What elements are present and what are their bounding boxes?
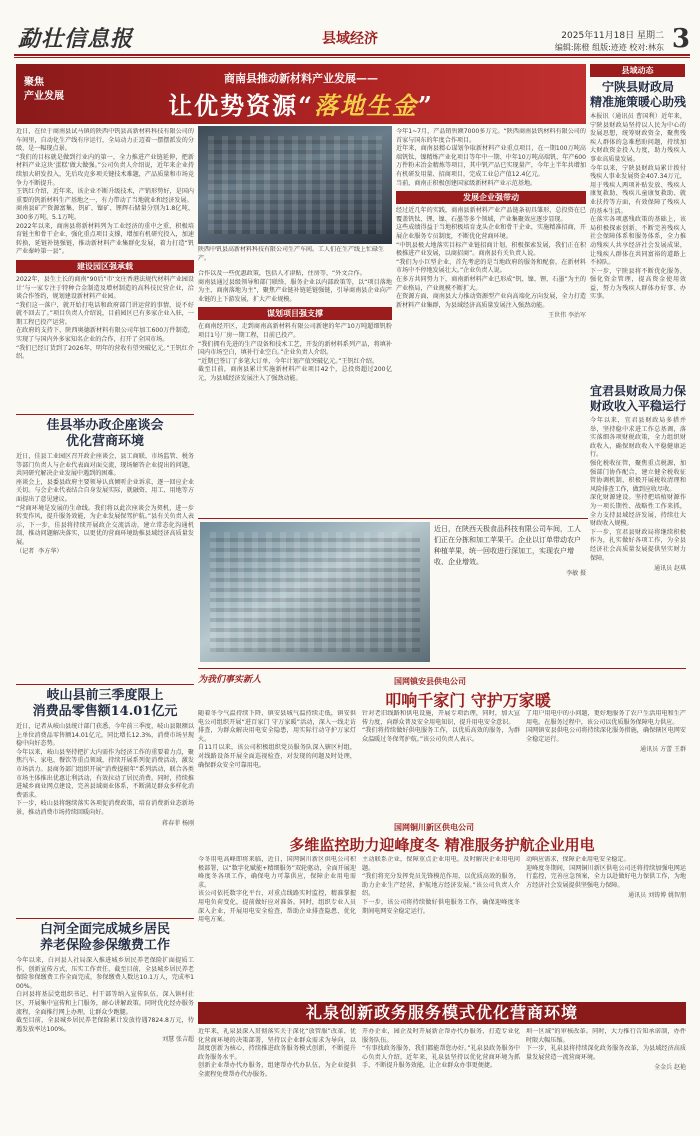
lead-title xyxy=(16,86,586,121)
gov-col-2 xyxy=(362,710,520,820)
divider xyxy=(198,518,588,519)
photo-texture xyxy=(208,136,382,234)
section-name: 县域经济 xyxy=(322,31,378,47)
lead-title-post: ” xyxy=(418,91,434,120)
bottom-body-1: 近年来，礼泉县深入贯彻落实关于深化“放管服”改革、优化营商环境的决策部署，坚持以企业群众需求为导向，以制度创新为核心，持续推进政务服务模式创新，不断提升政务服务水平。 创新企业帮办代办服务，组建帮办代办队伍，为企业提供全流程免费帮办代办服务。 xyxy=(198,1028,356,1078)
photo-texture xyxy=(210,532,420,652)
right-story-2-byline: 通讯员 赵琪 xyxy=(654,565,686,573)
editor-credits: 编辑:陈橙 组版:迹迹 校对:林东 xyxy=(554,43,664,52)
gov-col-5 xyxy=(362,856,520,996)
power-supply-block xyxy=(198,672,686,998)
masthead-rule-thin xyxy=(14,57,690,58)
lead-col1-text: 近日，在位于商南县试马镇的陕西中钒县高新材料科技有限公司的车间里，自动化生产线有序运行，全局动力正迈着一摆摆派发的分级，是一幅现点景。 “我们的目标就是做到行业内的第一，全力推进产业链延伸，把新材料产业这块‘蛋糕’做大做强。”公司负责人介绍说，近年来企业持续加大研发投入，先后攻克多项关键技术难题，产品质量和市场竞争力不断提升。 王钒红介绍，近年来，该企业不断升级技术，产销形势好，是国内重要的钒新材料生产基地之一，有力带动了当地就业和经济发展。 商南县矿产资源富集，钒矿、镍矿、锂辉石储量分别为1.8亿吨、300多万吨、5.1万吨。 xyxy=(16,128,194,221)
sidebar-tag: 县域动态 xyxy=(590,64,685,77)
bottom-story-title: 礼泉创新政务服务模式优化营商环境 xyxy=(198,1002,686,1024)
bottom-byline: 全金兵 赵艳 xyxy=(654,1064,686,1072)
left-story-3-byline: 刘慧 张吉超 xyxy=(162,1036,194,1044)
lead-kicker: 商南县推动新材料产业发展—— xyxy=(224,72,378,85)
right-story-2 xyxy=(590,384,686,666)
factory-photo xyxy=(200,522,430,662)
gov-col-3 xyxy=(526,710,686,820)
lead-mid2-text: 在商南经开区，走到商南高新材料有限公司新建的年产10万吨超细钒粉项目1号厂房一期工程，目前已投产。 “我们拥有先进的生产设备和技术工艺，开发的新材料系列产品，将填补国内市场空白，填补行业空白。”企业负责人介绍。 “近期已签订了多笔大订单，今年计划产值突破亿元。”王钒红介绍。 截至目前，商南县累计实施新材料产业项目42个，总投资超过200亿元，为县域经济发展注入了强劲动能。 xyxy=(198,323,392,382)
mid-caption-byline: 李敏 摄 xyxy=(566,570,586,577)
gov-col-1 xyxy=(198,710,356,820)
gov-body-6: 动响应需求，保障企业用电安全稳定。 迎峰度冬期间，国网铜川新区供电公司还将持续加强电网运行监控，完善应急预案，全力以赴做好电力保供工作，为地方经济社会发展提供坚强电力保障。 xyxy=(526,856,686,889)
mid-caption-text: 近日，在陕西天极食品科技有限公司车间，工人们正在分拣和加工苹果干。企业以订单带动农户种植苹果，统一回收进行深加工，实现农户增收、企业增效。 xyxy=(434,525,581,566)
gov-col-6 xyxy=(526,856,686,996)
left-story-1-title: 佳县举办政企座谈会 优化营商环境 xyxy=(46,418,164,449)
divider xyxy=(16,414,194,415)
lead-photo-caption xyxy=(198,246,392,268)
divider xyxy=(16,684,194,685)
lead-byline: 王世伟 李治军 xyxy=(548,312,586,320)
gov-body-5: 主动联系企业，保障重点企业用电，及时解决企业用电问题。 “我们将充分发挥党员先锋模范作用，以优质高效的服务，助力企业生产经营，护航地方经济发展。”该公司负责人介绍。 下一步，该公司将持续做好供电服务工作，确保迎峰度冬期间电网安全稳定运行。 xyxy=(362,856,520,915)
bottom-col-1 xyxy=(198,1028,356,1130)
lead-photo xyxy=(198,126,392,244)
gov-body-1: 随着冬令气温持续下降，镇安县城气温持续走低，镇安供电公司组织开展“进百家门 守万家暖”活动，深入一线走访排查，为群众解决用电安全隐患，用实际行动守护万家灯火。 自11月以来，该公司积极组织党员服务队深入辖区村组，对线路设备开展全面巡视检查，对发现的问题及时处理，确保群众安全可靠用电。 xyxy=(198,710,356,769)
lead-col2c-text: 在资源方面，商南县大力推动资源型产业向高端化方向发展，全力打造新材料产业集群，为县域经济高质量发展注入强劲动能。 xyxy=(396,293,586,309)
gov-title-2: 多维监控助力迎峰度冬 精准服务护航企业用电 xyxy=(289,836,595,854)
lead-col1b-text: 2022年以来，商南县将新材料列为工业经济的重中之重，积极培育链主和骨干企业，强化重点项目支撑，增加有机研究投入，加速转换，延链补链强链，推动新材料产业集群化发展，着力打造“钒产业秦岭第一县”。 xyxy=(16,222,194,256)
photo-caption-box xyxy=(434,524,586,664)
gov-header-2: 国网铜川新区供电公司 xyxy=(394,823,474,832)
masthead-rule xyxy=(14,54,690,56)
date-text: 2025年11月18日 xyxy=(561,31,635,41)
left-story-1-body: 近日，佳县工业园区召开政企座谈会，县工商联、市场监管、税务等部门负责人与企业代表面对面交流，现场解答企业提出的问题，共同研究解决企业发展中遇到的困难。 座谈会上，县委县政府主要领导认真倾听企业诉求，逐一回应企业关切。与会企业代表结合自身发展实际，就融资、用工、用地等方面提出了意见建议。 “营商环境是发展的生命线。我们将以此次座谈会为契机，进一步转变作风，提升服务效能，为企业发展保驾护航。”县有关负责人表示，下一步，佳县将持续开展政企交流活动，建立常态化沟通机制，推动问题解决落实，以更优的营商环境助推县域经济高质量发展。 （记者 李方华） xyxy=(16,453,194,555)
bottom-body-3: 圳一区域”的审核改革。同时，大力推行告知承诺制，办件时限大幅压缩。 下一步，礼泉县将持续深化政务服务改革，为县域经济高质量发展营造一流营商环境。 xyxy=(526,1028,686,1061)
left-story-2 xyxy=(16,688,194,914)
left-story-2-body: 近日，记者从岐山县统计部门获悉，今年前三季度，岐山县限额以上单位消费品零售额14.01亿元，同比增长12.3%，消费市场呈现稳中向好态势。 今年以来，岐山县坚持把扩大内需作为经济工作的重要着力点，聚焦汽车、家电、餐饮等重点领域，持续开展系列促消费活动，激发市场活力。县商务部门组织开展“消费提振年”系列活动，联合各类市场主体推出优惠让利活动，有效拉动了居民消费。同时，持续推进城乡商业网点建设，完善县域商业体系，不断满足群众多样化消费需求。 下一步，岐山县将继续落实各项促消费政策，培育消费新业态新场景，推动消费市场持续回暖向好。 xyxy=(16,723,194,816)
issue-date xyxy=(561,28,664,41)
lead-title-pre: 让优势资源“ xyxy=(168,91,314,120)
page-number: 3 xyxy=(671,24,690,54)
gov-body-4: 今冬用电高峰即将来临，近日，国网铜川新区供电公司积极部署，以“数字化赋能+精细服务”双轮驱动，全面开展迎峰度冬各项工作，确保电力可靠供应，保障企业用电需求。 该公司依托数字化平台，对重点线路实时监控，精准掌握用电负荷变化，提前做好应对准备。同时，组织专业人员深入企业，开展用电安全检查，帮助企业排查隐患，优化用电方案。 xyxy=(198,856,356,924)
right-story-1 xyxy=(590,80,686,380)
left-story-3-body: 今年以来，白河县人社局深入推进城乡居民养老保险扩面提质工作，创新宣传方式，压实工作责任，截至目前，全县城乡居民养老保险参保缴费工作全面完成，参保缴费人数达10.1万人，完成率100%。 白河县将基层党组织书记、村干部等纳入宣传队伍，深入镇村社区，开展集中宣传和上门服务，耐心讲解政策。同时优化经办服务流程，全面推行网上办理，让群众少跑腿。 截至目前，全县城乡居民养老保险累计发放待遇7824.8万元，待遇发放率达100%。 xyxy=(16,957,194,1033)
gov-col-4 xyxy=(198,856,356,996)
lead-tag-line2: 产业发展 xyxy=(24,91,64,102)
lead-subhead-2: 发展企业强带动 xyxy=(396,191,586,204)
photo-caption-text: 陕西中钒县高新材料科技有限公司生产车间。工人们在生产线上忙碌生产。 xyxy=(198,246,385,262)
lead-title-highlight: 落地生金 xyxy=(314,91,418,120)
lead-subhead-3: 谋划项目强支撑 xyxy=(198,307,392,320)
right-story-1-body: 本报讯（通讯员 曹国利）近年来，宁陕县财政局坚持以人民为中心的发展思想，统筹财政资金，聚焦残疾人群体的急难愁盼问题，持续加大财政资金投入力度，助力残疾人事业高质量发展。 今年以来，宁陕县财政局累计拨付残疾人事业发展资金407.34万元，用于残疾人两项补贴发放、残疾人康复救助、残疾儿童康复救助、就业扶持等方面，有效保障了残疾人的基本生活。 在落实各项惠残政策的基础上，该局积极探索创新，不断完善残疾人社会保障体系和服务体系，全力推动残疾人共享经济社会发展成果，让残疾人群体在共同富裕的道路上不掉队。 下一步，宁陕县将不断优化服务，强化资金管理，提高资金使用效益，努力为残疾人群体办好事、办实事。 xyxy=(590,113,686,301)
left-story-1 xyxy=(16,418,194,680)
weekday-text: 星期二 xyxy=(636,31,664,41)
lead-col2b-text: 经过近几年的实践，商南县新材料产业产品链条初具雏形，总投资在已覆盖钒钛、锂、镍、石墨等多个领域，产业集聚效应逐步显现。 这些成绩得益于当地积极培育龙头企业和骨干企业，实施精准招商，开展企业服务专员制度，不断优化营商环境。 “中钒县极大地落实目标产业链招商计划，积极探索发展，我们正在积极推进产业发展，以商招商”。商南县有关负责人说。 “我们为小巨型企业，首先考虑的是当地政府的服务和配套，在新材料市场中不停地发展壮大。”企业负责人说。 在多方共同努力下，商南新材料产业已形成“钒、镍、锂、石墨”为主的产业格局，产业规模不断扩大。 xyxy=(396,207,586,292)
lead-banner xyxy=(16,64,586,124)
left-story-2-byline: 蒋春菲 杨刚 xyxy=(162,819,194,827)
lead-column-mid xyxy=(198,270,392,514)
right-story-1-title: 宁陕县财政局 精准施策暖心助残 xyxy=(590,80,686,109)
bottom-col-2 xyxy=(362,1028,520,1130)
gov-title-1: 叩响千家门 守护万家暖 xyxy=(385,691,551,710)
gov-body-2: 针对老旧线路和供电设施，开展专项治理，同时，加大宣传力度，向群众普及安全用电知识，提升用电安全意识。 “我们将持续做好供电服务工作，以优质高效的服务，为群众温暖过冬保驾护航。”该公司负责人表示。 xyxy=(362,710,520,743)
lead-subhead-1: 建设园区强承载 xyxy=(16,260,194,273)
newspaper-logo: 勐壮信息报 xyxy=(18,26,134,52)
gov-body-3: 了用户用电中的小问题，更好地服务了农户生活用电和生产用电。在服务过程中，该公司以优质服务保障电力供应。 国网镇安县供电公司将持续深化服务措施，确保辖区电网安全稳定运行。 xyxy=(526,710,686,743)
lead-col2-text: 今年1~7月，产品销售额7000多万元。“陕西商南县钒材料有限公司的首家与国东的年度合作项目。 近年来，商南县精心谋划争取新材料产业重点项目，在一期100万吨高端钒钛、镍精炼产业化项目等年中一期、中年10万吨高端钒、年产600万件粉末冶金精炼等项目，其中钒产品已实现量产，今年上半年共增加有机研发用量、招商项目，完成工业总产值12.4亿元。 当前，商南正积极创建国家级新材料产业示范基地。 xyxy=(396,128,586,187)
bottom-col-3 xyxy=(526,1028,686,1130)
gov-header-1: 国网镇安县供电公司 xyxy=(394,677,466,686)
lead-tag-line1: 聚焦 xyxy=(24,77,44,88)
bottom-body-2: 开办企业，园企及时开展新企帮办代办服务，打造专业化服务队伍。 “有事找政务服务，我们都能帮您办好。”礼泉县政务服务中心负责人介绍，近年来，礼泉县坚持以优化营商环境为抓手，不断提升服务效能，让企业群众办事更便捷。 xyxy=(362,1028,520,1070)
left-story-3 xyxy=(16,922,194,1130)
left-story-2-title: 岐山县前三季度限上 消费品零售额14.01亿元 xyxy=(32,688,178,719)
lead-column-2 xyxy=(396,128,586,514)
right-story-2-title: 宜君县财政局力保 财政收入平稳运行 xyxy=(590,384,686,413)
lead-col1c-text: 2022年，县生土长的商南“90后”市‘文庄香港法规代材料产业园设计’与一家专注于特种合金制造及增材制造的高科技民营企业，洽谈合作签约，规划建设新材料产业园。 “我们这一落户，就开始打电话和政府部门讲运营的事情，说不好就不回去了。”项目负责人介绍说，目前园区已有多家企业入驻，一期工程已投产运营。 在政府的支持下，陕西奥德新材料有限公司年加工600万件制造，实现了与国内外多家知名企业的合作，打开了全国市场。 “我们已经订货到了2026年，明年的营收有望突破亿元。”王钒红介绍。 xyxy=(16,275,194,361)
divider xyxy=(198,668,686,669)
gov-logo: 为我们事实新人 xyxy=(198,675,262,685)
lead-column-1 xyxy=(16,128,194,412)
gov-byline-2: 通讯员 刘铸博 姚智朋 xyxy=(628,892,686,900)
left-story-3-title: 白河全面完成城乡居民 养老保险参保缴费工作 xyxy=(39,922,170,953)
right-story-2-body: 今年以来，宜君县财政局多措并举，坚持稳中求进工作总基调，落实落细各项财税政策，全力组织财政收入，确保财政收入平稳健康运行。 强化税收征管，聚焦重点税源，加强部门协作配合，建立健全税收征管协调机制，积极开展税收清理和风险排查工作，做到应收尽收。 深化财源建设。坚持把培植财源作为一项长期性、战略性工作来抓，全力支持县域经济发展，持续壮大财政收入规模。 下一步，宜君县财政局将继续积极作为，扎实做好各项工作，为全县经济社会高质量发展提供坚实财力保障。 xyxy=(590,417,686,562)
lead-mid-text: 合作以及一些优惠政策，包括人才津贴，住房等，“外文合作。 商南县通过县级领导和部门联络，服务企业以内部政策等，以“项目落地为主、商南落地为主”，聚焦产业链补链延链强链，引导商南县企业向产业链的上下游发展，扩大产业规模。 xyxy=(198,270,392,303)
gov-byline-1: 通讯员 方蕾 王群 xyxy=(640,746,686,754)
divider xyxy=(16,918,194,919)
masthead xyxy=(0,0,700,62)
